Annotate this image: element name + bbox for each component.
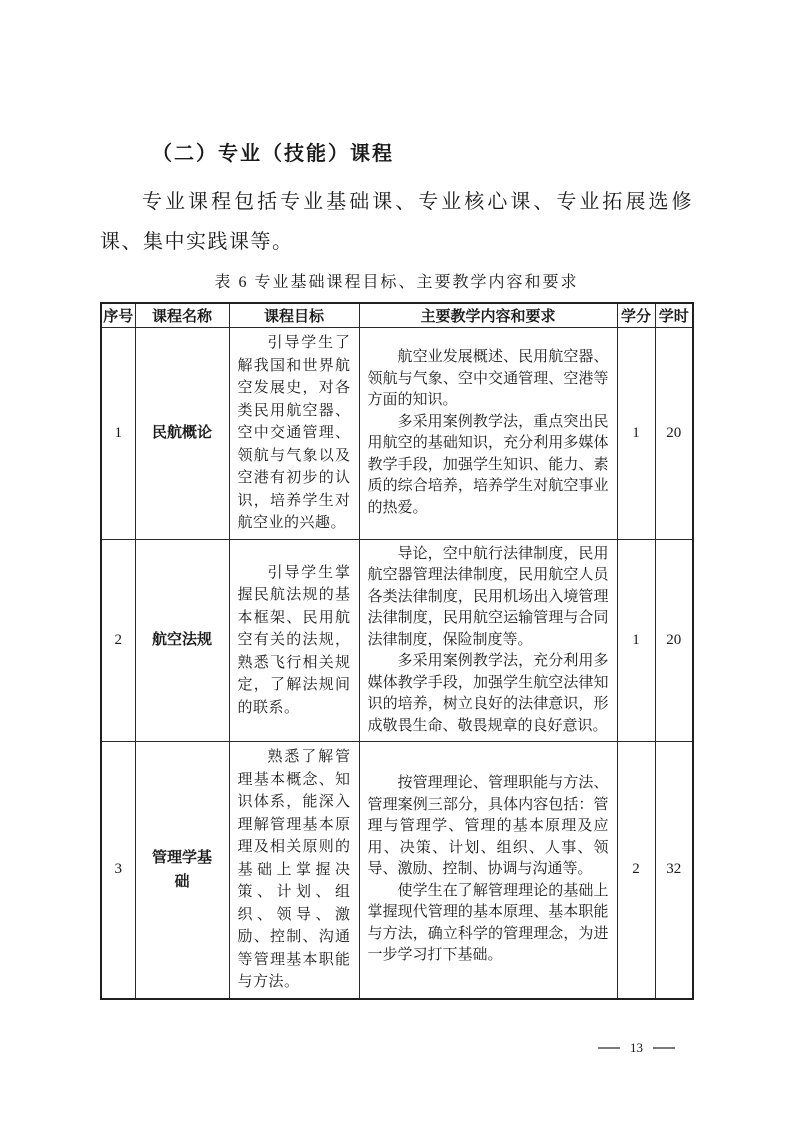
table-row <box>101 539 693 742</box>
cell-content <box>359 742 617 999</box>
cell-credits: 1 <box>617 539 655 742</box>
content-paragraph: 航空业发展概述、民用航空器、领航与气象、空中交通管理、空港等方面的知识。 <box>367 349 609 409</box>
col-header-course-name: 课程名称 <box>135 303 229 328</box>
col-header-content: 主要教学内容和要求 <box>359 303 617 328</box>
cell-course-name: 民航概论 <box>135 328 229 540</box>
cell-hours: 20 <box>655 539 693 742</box>
cell-hours: 32 <box>655 742 693 999</box>
cell-course-goal <box>229 328 359 540</box>
cell-content <box>359 539 617 742</box>
content-paragraph: 导论，空中航行法律制度，民用航空器管理法律制度，民用航空人员各类法律制度，民用机场出入境管理法律制度，民用航空运输管理与合同法律制度，保险制度等。 <box>367 545 609 648</box>
content-paragraph: 多采用案例教学法，充分利用多媒体教学手段，加强学生航空法律知识的培养，树立良好的法律意识，形成敬畏生命、敬畏规章的良好意识。 <box>367 653 609 734</box>
cell-credits: 2 <box>617 742 655 999</box>
table-row <box>101 742 693 999</box>
cell-content <box>359 328 617 540</box>
table-header-row <box>101 303 693 328</box>
col-header-credits: 学分 <box>617 303 655 328</box>
cell-course-goal <box>229 539 359 742</box>
goal-text: 引导学生掌握民航法规的基本框架、民用航空有关的法规，熟悉飞行相关规定，了解法规间的联系。 <box>237 564 351 716</box>
cell-course-name: 航空法规 <box>135 539 229 742</box>
content-paragraph: 多采用案例教学法，重点突出民用航空的基础知识，充分利用多媒体教学手段，加强学生知识、能力、素质的综合培养，培养学生对航空事业的热爱。 <box>367 413 609 516</box>
goal-text: 引导学生了解我国和世界航空发展史，对各类民用航空器、空中交通管理、领航与气象以及空港有初步的认识，培养学生对航空业的兴趣。 <box>237 335 351 531</box>
cell-no: 1 <box>101 328 135 540</box>
col-header-no: 序号 <box>101 303 135 328</box>
cell-no: 3 <box>101 742 135 999</box>
goal-text: 熟悉了解管理基本概念、知识体系，能深入理解管理基本原理及相关原则的基础上掌握决策、计划、组织、领导、激励、控制、沟通等管理基本职能与方法。 <box>237 749 351 990</box>
course-table <box>100 302 694 1000</box>
page-number <box>598 1040 675 1056</box>
cell-course-name: 管理学基础 <box>135 742 229 999</box>
cell-credits: 1 <box>617 328 655 540</box>
page-number-dash-right <box>653 1047 675 1049</box>
page-number-dash-left <box>598 1047 620 1049</box>
intro-paragraph: 专业课程包括专业基础课、专业核心课、专业拓展选修课、集中实践课等。 <box>100 191 693 253</box>
cell-hours: 20 <box>655 328 693 540</box>
col-header-course-goal: 课程目标 <box>229 303 359 328</box>
col-header-hours: 学时 <box>655 303 693 328</box>
content-paragraph: 使学生在了解管理理论的基础上掌握现代管理的基本原理、基本职能与方法，确立科学的管理理念，为进一步学习打下基础。 <box>367 882 609 963</box>
table-row <box>101 328 693 540</box>
page-number-value: 13 <box>630 1040 643 1055</box>
document-page <box>100 0 693 1000</box>
cell-course-goal <box>229 742 359 999</box>
table-caption: 表 6 专业基础课程目标、主要教学内容和要求 <box>214 274 579 291</box>
content-paragraph: 按管理理论、管理职能与方法、管理案例三部分，具体内容包括：管理与管理学、管理的基本原理及应用、决策、计划、组织、人事、领导、激励、控制、协调与沟通等。 <box>367 775 609 877</box>
section-heading: （二）专业（技能）课程 <box>152 143 394 165</box>
cell-no: 2 <box>101 539 135 742</box>
